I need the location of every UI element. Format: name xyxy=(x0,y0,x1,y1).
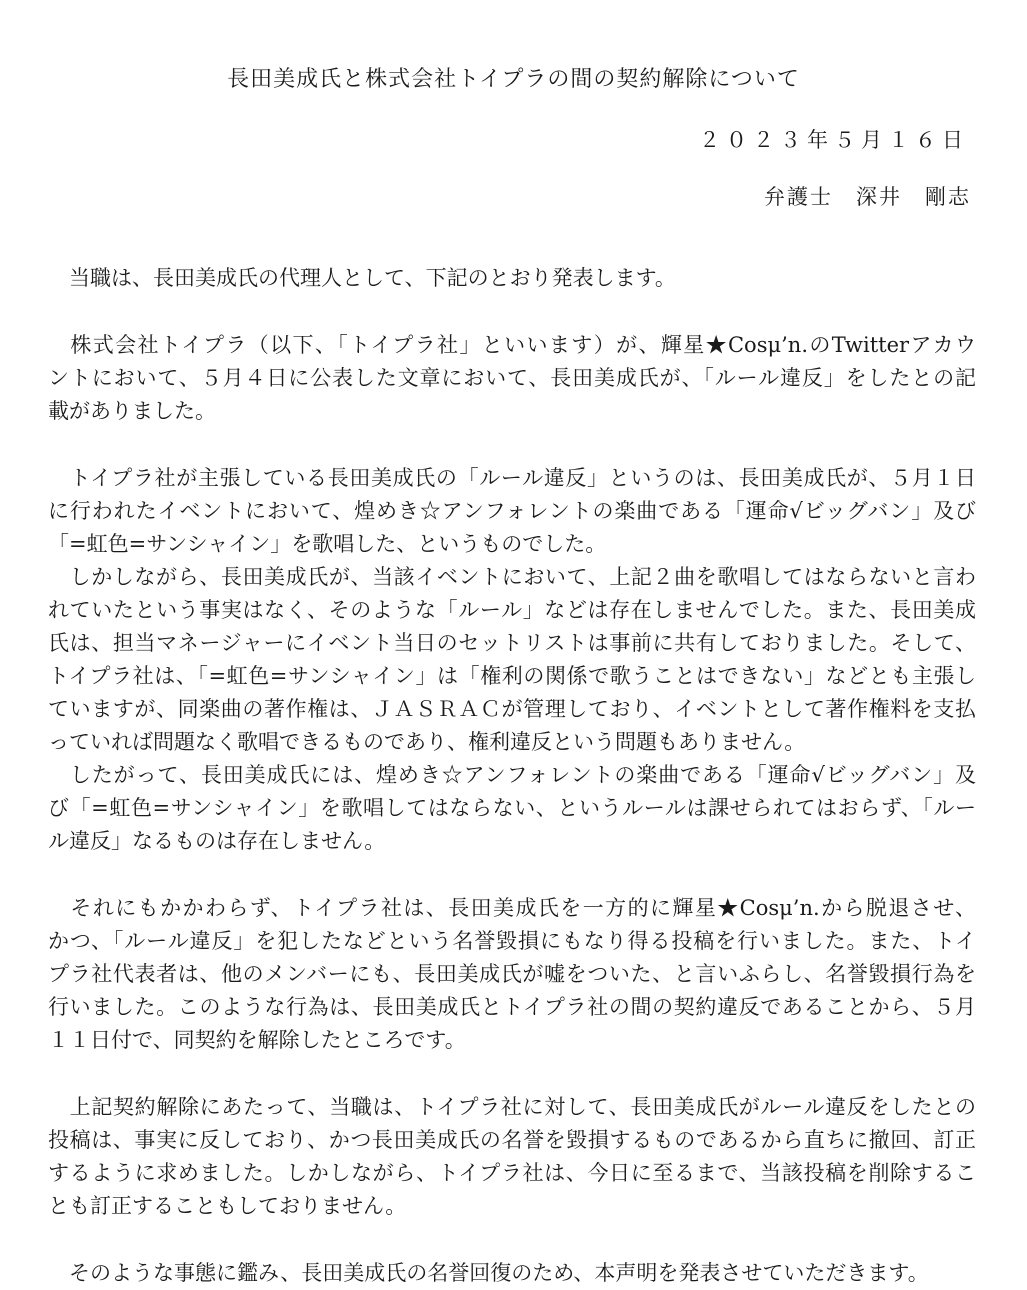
paragraph-line: とも訂正することもしておりません。 xyxy=(48,1194,407,1218)
paragraph-line: プラ社代表者は、他のメンバーにも、長田美成氏が嘘をついた、と言いふらし、名誉毀損行為を xyxy=(48,962,976,986)
paragraph-line: に行われたイベントにおいて、煌めき☆アンフォレントの楽曲である「運命√ビッグバン」及び xyxy=(48,499,976,523)
paragraph-line: 「=虹色=サンシャイン」を歌唱した、というものでした。 xyxy=(48,532,607,556)
paragraph-line: 上記契約解除にあたって、当職は、トイプラ社に対して、長田美成氏がルール違反をしたとの xyxy=(48,1095,976,1119)
paragraph-rule-violation-claim xyxy=(48,462,976,858)
paragraph-line: トイプラ社は、「=虹色=サンシャイン」は「権利の関係で歌うことはできない」などとも主張し xyxy=(48,664,976,688)
paragraph-line: っていれば問題なく歌唱できるものであり、権利違反という問題もありません。 xyxy=(48,730,806,754)
document-body xyxy=(48,262,976,1290)
paragraph-line: 当職は、長田美成氏の代理人として、下記のとおり発表します。 xyxy=(48,266,676,290)
paragraph-retraction-request xyxy=(48,1091,976,1223)
paragraph-line: するように求めました。しかしながら、トイプラ社は、今日に至るまで、当該投稿を削除するこ xyxy=(48,1161,976,1185)
paragraph-background xyxy=(48,329,976,428)
paragraph-line: 株式会社トイプラ（以下、「トイプラ社」といいます）が、輝星★Cosμ’n.のTwitterアカウ xyxy=(48,333,976,357)
paragraph-line: しかしながら、長田美成氏が、当該イベントにおいて、上記２曲を歌唱してはならないと言わ xyxy=(48,565,976,589)
paragraph-line: トイプラ社が主張している長田美成氏の「ルール違反」というのは、長田美成氏が、５月１日 xyxy=(48,466,976,490)
paragraph-line: れていたという事実はなく、そのような「ルール」などは存在しませんでした。また、長田美成 xyxy=(48,598,976,622)
paragraph-line: かつ、「ルール違反」を犯したなどという名誉毀損にもなり得る投稿を行いました。また、トイ xyxy=(48,929,976,953)
paragraph-conclusion xyxy=(48,1257,976,1290)
paragraph-line: び「=虹色=サンシャイン」を歌唱してはならない、というルールは課せられてはおらず、「ルー xyxy=(48,796,976,820)
paragraph-line: ントにおいて、５月４日に公表した文章において、長田美成氏が、「ルール違反」をしたとの記 xyxy=(48,366,976,390)
paragraph-announcement xyxy=(48,262,976,295)
paragraph-defamation xyxy=(48,892,976,1057)
paragraph-line: 載がありました。 xyxy=(48,399,216,423)
paragraph-line: 氏は、担当マネージャーにイベント当日のセットリストは事前に共有しておりました。そして、 xyxy=(48,631,976,655)
paragraph-line: それにもかかわらず、トイプラ社は、長田美成氏を一方的に輝星★Cosμ’n.から脱退させ、 xyxy=(48,896,976,920)
paragraph-line: そのような事態に鑑み、長田美成氏の名誉回復のため、本声明を発表させていただきます。 xyxy=(48,1261,929,1285)
paragraph-line: 投稿は、事実に反しており、かつ長田美成氏の名誉を毀損するものであるから直ちに撤回、訂正 xyxy=(48,1128,976,1152)
document-date: ２０２３年５月１６日 xyxy=(699,128,969,152)
paragraph-line: したがって、長田美成氏には、煌めき☆アンフォレントの楽曲である「運命√ビッグバン」及 xyxy=(48,763,976,787)
paragraph-line: １１日付で、同契約を解除したところです。 xyxy=(48,1028,466,1052)
paragraph-line: ル違反」なるものは存在しません。 xyxy=(48,829,386,853)
document-title: 長田美成氏と株式会社トイプラの間の契約解除について xyxy=(227,67,800,92)
paragraph-line: 行いました。このような行為は、長田美成氏とトイプラ社の間の契約違反であることから、５月 xyxy=(48,995,976,1019)
paragraph-line: ていますが、同楽曲の著作権は、ＪＡＳＲＡＣが管理しており、イベントとして著作権料を支払 xyxy=(48,697,976,721)
document-author: 弁護士 深井 剛志 xyxy=(764,185,971,209)
